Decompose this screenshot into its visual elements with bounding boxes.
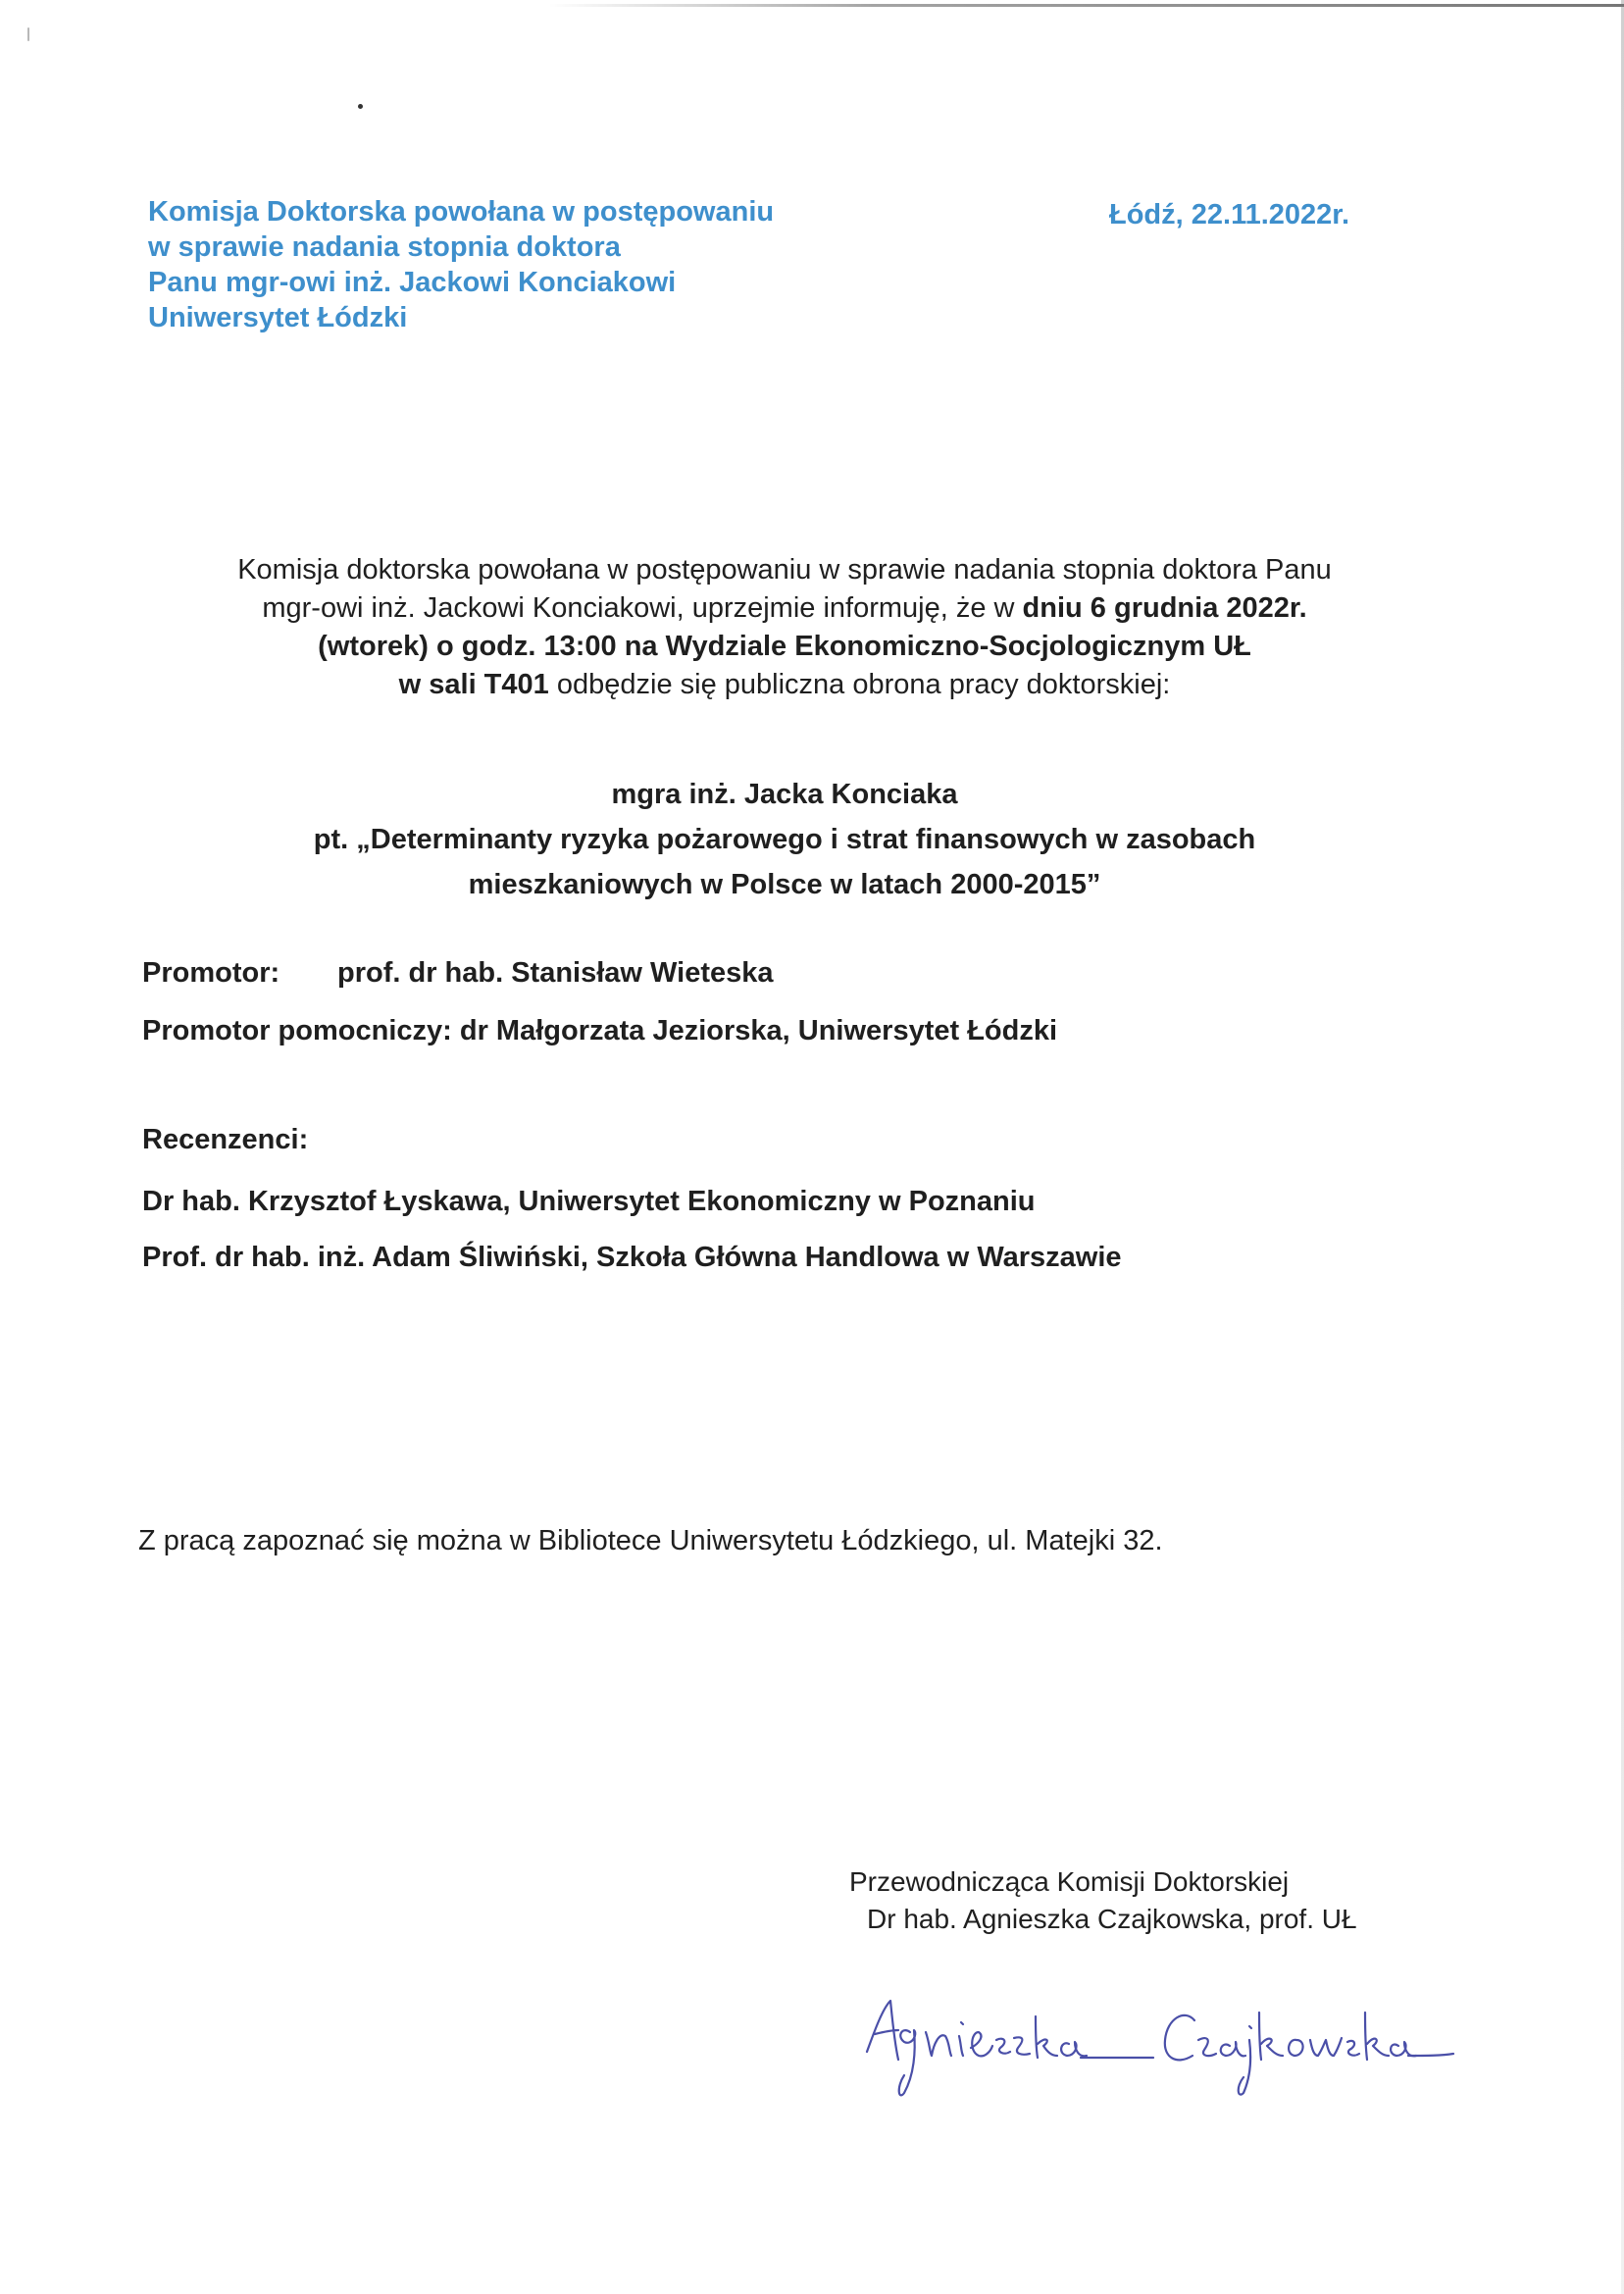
promoter-row	[142, 953, 1057, 1011]
committee-header-line: Komisja Doktorska powołana w postępowaniu	[148, 196, 775, 228]
signatory-role: Przewodnicząca Komisji Doktorskiej	[849, 1866, 1290, 1897]
reviewer-item: Dr hab. Krzysztof Łyskawa, Uniwersytet Ekonomiczny w Poznaniu	[142, 1186, 1036, 1217]
assistant-promoter-row	[142, 1011, 1057, 1069]
thesis-block	[98, 772, 1471, 907]
announcement-text: mgr-owi inż. Jackowi Konciakowi, uprzejmie informuję, że w	[262, 592, 1023, 624]
promoter-name: prof. dr hab. Stanisław Wieteska	[337, 957, 774, 989]
scan-speck	[27, 27, 29, 41]
announcement-line	[98, 589, 1471, 628]
candidate-name: mgra inż. Jacka Konciaka	[611, 779, 958, 810]
document-date: Łódź, 22.11.2022r.	[1109, 199, 1350, 230]
announcement-text: odbędzie się publiczna obrona pracy doktorskiej:	[548, 669, 1171, 700]
reviewers-block	[142, 1120, 1122, 1294]
announcement-line	[98, 628, 1471, 666]
reviewers-heading: Recenzenci:	[142, 1124, 309, 1155]
reviewer-item: Prof. dr hab. inż. Adam Śliwiński, Szkoła Główna Handlowa w Warszawie	[142, 1242, 1122, 1273]
announcement-line	[98, 666, 1471, 704]
scan-edge-top	[549, 4, 1624, 7]
promoter-label: Promotor:	[142, 957, 280, 989]
assistant-promoter-name: dr Małgorzata Jeziorska, Uniwersytet Łódzki	[459, 1015, 1058, 1046]
committee-header-line: Panu mgr-owi inż. Jackowi Konciakowi	[148, 267, 677, 298]
committee-header-line: w sprawie nadania stopnia doktora	[148, 231, 621, 263]
announcement-paragraph	[98, 551, 1471, 704]
announcement-line: Komisja doktorska powołana w postępowaniu w sprawie nadania stopnia doktora Panu	[237, 554, 1332, 586]
scan-speck	[358, 104, 363, 109]
assistant-promoter-label: Promotor pomocniczy:	[142, 1015, 452, 1046]
signatory-block	[849, 1863, 1357, 1938]
defense-room: w sali T401	[398, 669, 549, 700]
defense-date: dniu 6 grudnia 2022r.	[1022, 592, 1307, 624]
signatory-name: Dr hab. Agnieszka Czajkowska, prof. UŁ	[867, 1904, 1357, 1934]
thesis-title-line: pt. „Determinanty ryzyka pożarowego i strat finansowych w zasobach	[313, 824, 1256, 855]
committee-header	[148, 194, 933, 335]
library-note: Z pracą zapoznać się można w Bibliotece Uniwersytetu Łódzkiego, ul. Matejki 32.	[138, 1525, 1163, 1556]
defense-time-place: (wtorek) o godz. 13:00 na Wydziale Ekonomiczno-Socjologicznym UŁ	[318, 631, 1251, 662]
promoters-block	[142, 953, 1057, 1069]
handwritten-signature	[853, 1962, 1461, 2109]
thesis-title-line: mieszkaniowych w Polsce w latach 2000-2015”	[468, 869, 1101, 900]
committee-header-line: Uniwersytet Łódzki	[148, 302, 408, 333]
